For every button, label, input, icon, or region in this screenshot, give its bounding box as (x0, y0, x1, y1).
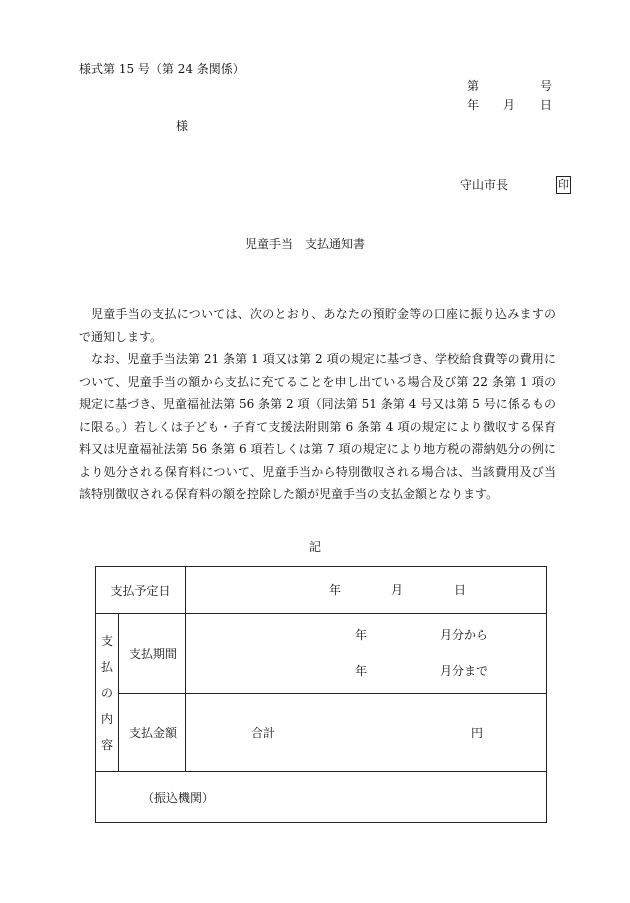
content-label-vertical (96, 614, 119, 772)
document-title: 児童手当 支払通知書 (245, 237, 366, 251)
period-row (96, 614, 547, 694)
notice-body (79, 303, 556, 506)
issue-date-year: 年 (467, 98, 480, 112)
issue-date-day: 日 (540, 98, 553, 112)
scheduled-date-label: 支払予定日 (96, 567, 186, 614)
period-value (186, 614, 547, 694)
amount-row (96, 694, 547, 772)
bank-label: （振込機関） (96, 772, 547, 823)
period-label: 支払期間 (119, 614, 186, 694)
content-label-char: 内 (100, 711, 113, 726)
document-number-suffix: 号 (540, 79, 553, 93)
addressee-honorific: 様 (176, 119, 189, 133)
scheduled-date-value (186, 567, 547, 614)
seal-stamp: 印 (556, 176, 571, 194)
content-label-char: の (100, 685, 113, 700)
amount-total-label: 合計 (251, 726, 276, 740)
bank-row (96, 772, 547, 823)
payment-table (95, 566, 547, 823)
issue-date-month: 月 (503, 98, 516, 112)
period-to-month: 月分まで (440, 664, 489, 678)
scheduled-date-day: 日 (454, 583, 467, 597)
content-label-char: 容 (100, 737, 113, 752)
amount-value (186, 694, 547, 772)
form-number: 様式第 15 号（第 24 条関係） (79, 62, 245, 76)
notice-paragraph-1: 児童手当の支払については、次のとおり、あなたの預貯金等の口座に振り込みますので通知します。 (79, 307, 556, 344)
period-from-month: 月分から (440, 628, 489, 642)
notice-paragraph-2: なお、児童手当法第 21 条第 1 項又は第 2 項の規定に基づき、学校給食費等の費用について、児童手当の額から支払に充てることを申し出ている場合及び第 22 条第 1 項の規定に基づき、児童福祉法第 56 条第 2 項（同法第 51 条第 4 号又は第 5 号に係るものに限る。）若しくは子ども・子育て支援法附則第 6 条第 4 項の規定により徴収する保育料又は児童福祉法第 56 条第 6 項若しくは第 7 項の規定により地方税の滞納処分の例により処分される保育料について、児童手当から特別徴収される場合は、当該費用及び当該特別徴収される保育料の額を控除した額が児童手当の支払金額となります。 (79, 352, 556, 501)
record-heading: 記 (309, 540, 322, 554)
sender-mayor: 守山市長 (460, 178, 509, 192)
content-label-char: 払 (100, 659, 113, 674)
content-label-char: 支 (100, 633, 113, 648)
scheduled-date-year: 年 (329, 583, 342, 597)
period-to-year: 年 (355, 664, 368, 678)
amount-yen-unit: 円 (471, 726, 484, 740)
scheduled-date-month: 月 (391, 583, 404, 597)
document-number-prefix: 第 (467, 79, 480, 93)
amount-label: 支払金額 (119, 694, 186, 772)
scheduled-date-row (96, 567, 547, 614)
period-from-year: 年 (355, 628, 368, 642)
